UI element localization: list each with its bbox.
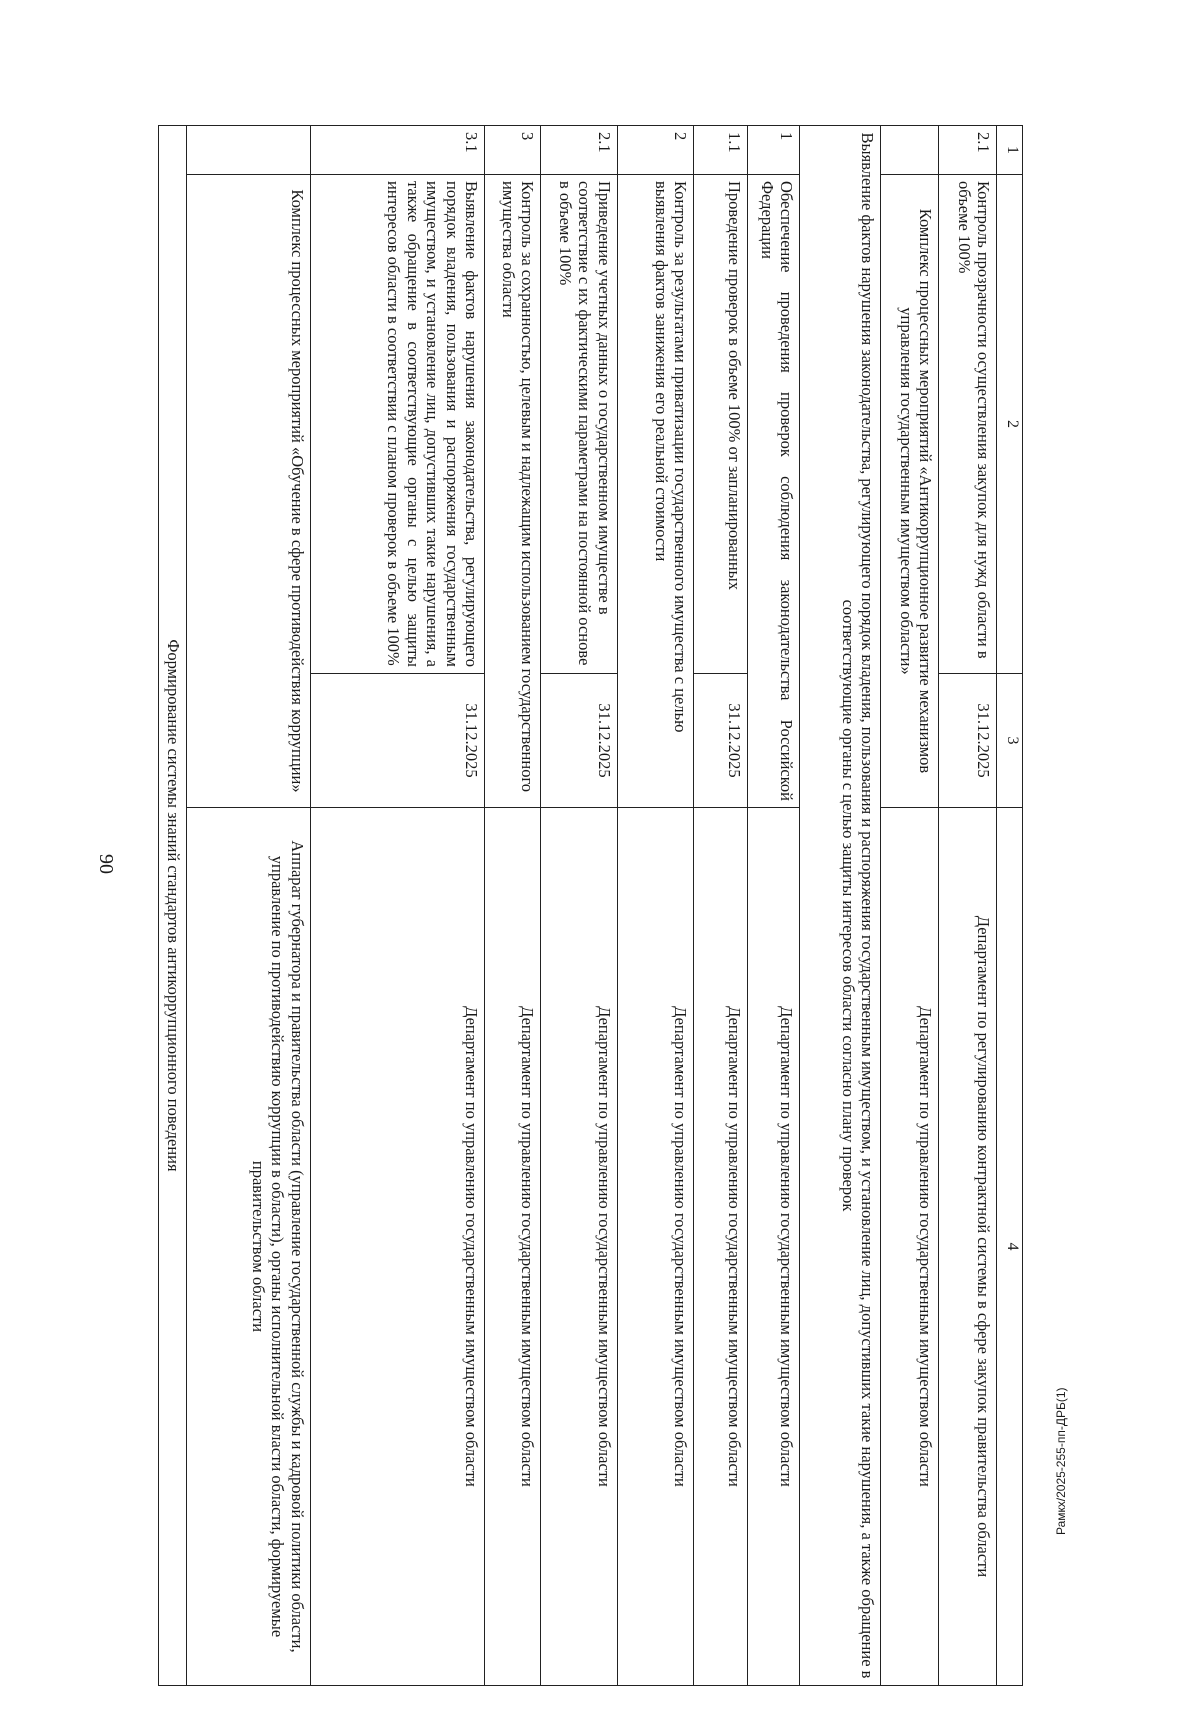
table-row bbox=[485, 126, 541, 1686]
table-row bbox=[617, 126, 694, 1686]
executor-cell: Департамент по управлению государственным имуществом области bbox=[748, 808, 800, 1686]
activity-cell: Обеспечение проведения проверок соблюдения законодательства Российской Федерации bbox=[748, 175, 800, 808]
deadline-cell: 31.12.2025 bbox=[310, 674, 484, 808]
executor-cell: Департамент по управлению государственным имуществом области bbox=[881, 808, 939, 1686]
measures-table bbox=[158, 125, 1023, 1686]
activity-cell: Контроль прозрачности осуществления закупок для нужд области в объеме 100% bbox=[939, 175, 997, 674]
row-number: 3 bbox=[485, 126, 541, 175]
row-number: 2.1 bbox=[541, 126, 618, 175]
activity-cell: Проведение проверок в объеме 100% от запланированных bbox=[694, 175, 748, 674]
table-row bbox=[541, 126, 618, 1686]
row-number bbox=[881, 126, 939, 175]
row-number: 2 bbox=[617, 126, 694, 175]
header-cell: 3 bbox=[997, 674, 1023, 808]
header-cell: 4 bbox=[997, 808, 1023, 1686]
activity-cell: Контроль за сохранностью, целевым и надлежащим использованием государственного имущества области bbox=[485, 175, 541, 808]
activity-cell: Выявление фактов нарушения законодательства, регулирующего порядок владения, пользования и распоряжения государственным имуществом, и установление лиц, допустивших такие нарушения, а также обращение в соответствующие органы с целью защиты интересов области в соответствии с планом проверок в объеме 100% bbox=[310, 175, 484, 674]
table-row bbox=[310, 126, 484, 1686]
row-number: 1 bbox=[748, 126, 800, 175]
header-cell: 1 bbox=[997, 126, 1023, 175]
row-number: 2.1 bbox=[939, 126, 997, 175]
table-row bbox=[694, 126, 748, 1686]
activity-cell: Приведение учетных данных о государственном имуществе в соответствие с их фактическими параметрами на постоянной основе в объеме 100% bbox=[541, 175, 618, 674]
activity-cell: Контроль за результатами приватизации государственного имущества с целью выявления фактов занижения его реальной стоимости bbox=[617, 175, 694, 808]
section-row bbox=[800, 126, 881, 1686]
table-row bbox=[186, 126, 310, 1686]
section-row bbox=[159, 126, 187, 1686]
executor-cell: Департамент по управлению государственным имуществом области bbox=[694, 808, 748, 1686]
document-table-container bbox=[158, 125, 1023, 1685]
executor-cell: Аппарат губернатора и правительства области (управление государственной службы и кадровой политики области, управление по противодействию коррупции в области), органы исполнительной власти области, формируемые правительством области bbox=[186, 808, 310, 1686]
table-header-row bbox=[997, 126, 1023, 1686]
row-number: 3.1 bbox=[310, 126, 484, 175]
document-stamp: Рамкх/2025-255-пп-ДРБ(1) bbox=[1054, 1387, 1068, 1535]
table-row bbox=[881, 126, 939, 1686]
executor-cell: Департамент по управлению государственным имуществом области bbox=[541, 808, 618, 1686]
section-heading: Выявление фактов нарушения законодательства, регулирующего порядок владения, пользования и распоряжения государственным имуществом, и установление лиц, допустивших такие нарушения, а также обращение в соответствующие органы с целью защиты интересов области согласно плану проверок bbox=[800, 126, 881, 1686]
table-row bbox=[939, 126, 997, 1686]
activity-cell: Комплекс процессных мероприятий «Антикоррупционное развитие механизмов управления государственным имуществом области» bbox=[881, 175, 939, 808]
page-number: 90 bbox=[95, 854, 117, 874]
header-cell: 2 bbox=[997, 175, 1023, 674]
executor-cell: Департамент по управлению государственным имуществом области bbox=[617, 808, 694, 1686]
executor-cell: Департамент по управлению государственным имуществом области bbox=[485, 808, 541, 1686]
deadline-cell: 31.12.2025 bbox=[694, 674, 748, 808]
activity-cell: Комплекс процессных мероприятий «Обучение в сфере противодействия коррупции» bbox=[186, 175, 310, 808]
deadline-cell: 31.12.2025 bbox=[939, 674, 997, 808]
section-heading: Формирование системы знаний стандартов антикоррупционного поведения bbox=[159, 126, 187, 1686]
executor-cell: Департамент по регулированию контрактной системы в сфере закупок правительства области bbox=[939, 808, 997, 1686]
executor-cell: Департамент по управлению государственным имуществом области bbox=[310, 808, 484, 1686]
table-row bbox=[748, 126, 800, 1686]
row-number bbox=[186, 126, 310, 175]
row-number: 1.1 bbox=[694, 126, 748, 175]
deadline-cell: 31.12.2025 bbox=[541, 674, 618, 808]
